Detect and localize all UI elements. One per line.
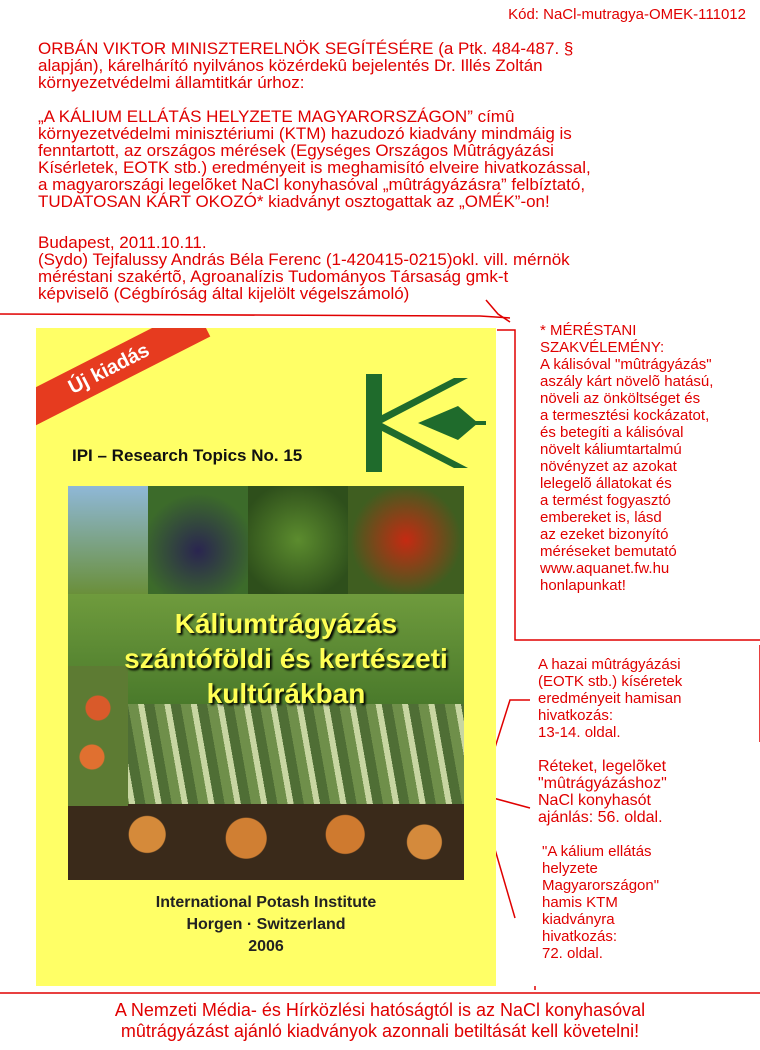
document-code: Kód: NaCl-mutragya-OMEK-111012 bbox=[508, 6, 746, 23]
complaint-paragraph: „A KÁLIUM ELLÁTÁS HELYZETE MAGYARORSZÁGON” címû környezetvédelmi minisztériumi (KTM) hazudozó kiadvány mindmáig is fenntartott, az országos mérések (Egységes Országos Mûtrágyázási Kísérletek, EOTK stb.) eredményeit is meghamisító elveire hivatkozással, a magyarországi legelõket NaCl konyhasóval „mûtrágyázásra” felbíztató, TUDATOSAN KÁRT OKOZÓ* kiadványt osztogattak az „OMÉK”-on! bbox=[38, 107, 591, 211]
signature-paragraph: Budapest, 2011.10.11. (Sydo) Tejfalussy András Béla Ferenc (1-420415-0215)okl. vill. mérnök méréstani szakértõ, Agroanalízis Tudományos Társaság gmk-t képviselõ (Cégbíróság által kijelölt végelszámoló) bbox=[38, 233, 570, 303]
expert-opinion-note: * MÉRÉSTANI SZAKVÉLEMÉNY: A kálisóval "mûtrágyázás" aszály kárt növelõ hatású, növeli az önköltséget és a termesztési kockázatot, és betegíti a kálisóval növelt káliumtartalmú növényzet az azokat lelegelõ állatokat és a termést fogyasztó embereket is, lásd az ezeket bizonyító méréseket bemutató www.aquanet.fw.hu honlapunkat! bbox=[540, 322, 714, 594]
ipi-logo bbox=[358, 368, 496, 478]
publication-year: 2006 bbox=[248, 938, 284, 955]
new-edition-ribbon: Új kiadás bbox=[36, 328, 210, 432]
book-title: Káliumtrágyázás szántóföldi és kertészeti kultúrákban bbox=[124, 608, 448, 709]
intro-paragraph: ORBÁN VIKTOR MINISZTERELNÖK SEGÍTÉSÉRE (a Ptk. 484-487. § alapján), kárelhárító nyilvános közérdekû bejelentés Dr. Illés Zoltán környezetvédelmi államtitkár úrhoz: bbox=[38, 39, 574, 92]
footer-line-2: mûtrágyázást ajánló kiadványok azonnali betiltását kell követelni! bbox=[120, 1021, 640, 1041]
publisher-name: International Potash Institute bbox=[155, 894, 377, 911]
page-56-note: Réteket, legelõket "mûtrágyázáshoz" NaCl konyhasót ajánlás: 56. oldal. bbox=[538, 758, 667, 826]
footer-line-1: A Nemzeti Média- és Hírközlési hatóságtól is az NaCl konyhasóval bbox=[114, 1000, 646, 1020]
page-13-note: A hazai mûtrágyázási (EOTK stb.) kíséretek eredményeit hamisan hivatkozás: 13-14. oldal. bbox=[538, 656, 683, 741]
series-label: IPI – Research Topics No. 15 bbox=[72, 446, 303, 465]
page-72-note: "A kálium ellátás helyzete Magyarországon" hamis KTM kiadványra hivatkozás: 72. oldal. bbox=[542, 843, 660, 962]
book-cover bbox=[36, 328, 496, 986]
publisher-location: Horgen · Switzerland bbox=[186, 916, 346, 933]
